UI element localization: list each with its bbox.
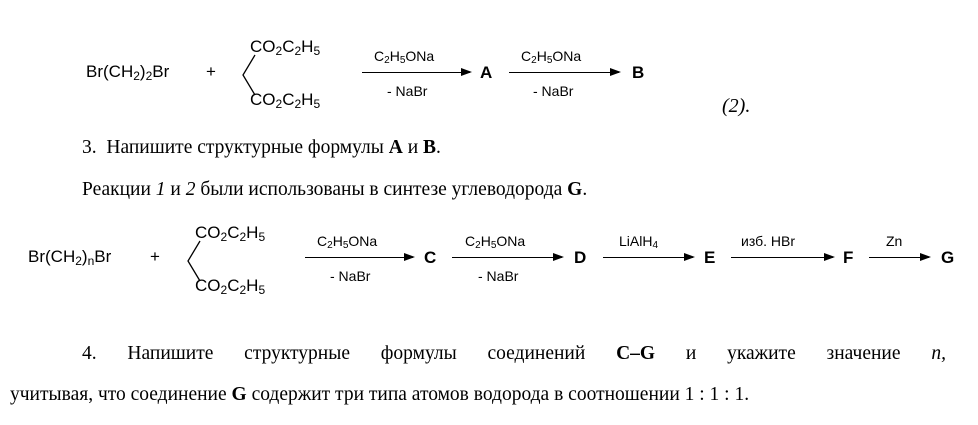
question-4-line-2: [10, 384, 749, 406]
synthesis-intro: [82, 179, 587, 201]
ester-top: $CO_2C_2H_5$: [195, 223, 266, 244]
plus-sign: +: [206, 62, 216, 81]
question-word: структурные: [244, 343, 351, 364]
compound-ref-g: G: [231, 384, 247, 405]
question-word: соединений: [487, 343, 586, 364]
compound-ref-a: A: [388, 137, 403, 158]
conjunction: и: [170, 179, 181, 200]
arrow-1: [362, 72, 470, 73]
reagent-zinc: Zn: [886, 233, 903, 249]
equation-number: (2).: [722, 95, 751, 117]
question-text: Напишите структурные формулы: [106, 137, 384, 158]
reactant-dibromoalkane: $Br(CH_2)_nBr$: [28, 247, 112, 268]
question-word: и: [685, 343, 697, 364]
compound-g: G: [941, 248, 955, 267]
arrow-2: [452, 257, 562, 258]
question-4-line-1: [82, 343, 946, 365]
question-word: Напишите: [127, 343, 214, 364]
byproduct-nabr: - NaBr: [478, 268, 519, 284]
ester-top: $CO_2C_2H_5$: [250, 37, 321, 58]
reagent-lialh4: LiAlH$_4$: [619, 233, 659, 251]
compound-f: F: [843, 248, 854, 267]
arrow-5: [869, 257, 929, 258]
question-word: укажите: [727, 343, 796, 364]
byproduct-nabr: - NaBr: [533, 83, 574, 99]
reagent-excess-hbr: изб. HBr: [741, 233, 795, 249]
question-number: 3.: [82, 137, 97, 158]
ester-bottom: $CO_2C_2H_5$: [195, 276, 266, 297]
reactant-dibromoethane: $Br(CH_2)_2Br$: [86, 62, 170, 83]
compound-d: D: [574, 248, 587, 267]
reagent-sodium-ethoxide: $C_2H_5ONa$: [465, 233, 526, 251]
ester-bottom: $CO_2C_2H_5$: [250, 90, 321, 111]
question-word: формулы: [380, 343, 457, 364]
intro-text: Реакции: [82, 179, 151, 200]
compound-ref-g: G: [567, 179, 583, 200]
arrow-2: [509, 72, 619, 73]
arrow-3: [603, 257, 693, 258]
arrow-4: [731, 257, 833, 258]
period: .: [436, 137, 441, 158]
arrow-1: [305, 257, 413, 258]
reagent-sodium-ethoxide: $C_2H_5ONa$: [317, 233, 378, 251]
reagent-sodium-ethoxide: $C_2H_5ONa$: [374, 48, 435, 66]
reaction-ref-1: 1: [155, 179, 166, 200]
byproduct-nabr: - NaBr: [330, 268, 371, 284]
compound-c: C: [424, 248, 437, 267]
question-3: [82, 137, 441, 159]
variable-n: n,: [931, 343, 946, 364]
compound-b: B: [632, 63, 645, 82]
question-text: учитывая, что соединение: [10, 384, 227, 405]
intro-text-2: были использованы в синтезе углеводорода: [200, 179, 563, 200]
conjunction: и: [407, 137, 419, 158]
period: .: [582, 179, 588, 200]
question-text: содержит три типа атомов водорода в соотношении 1 : 1 : 1.: [251, 384, 750, 405]
compound-e: E: [704, 248, 716, 267]
compound-a: A: [480, 63, 493, 82]
question-number: 4.: [82, 343, 97, 364]
compound-range: C–G: [616, 343, 656, 364]
compound-ref-b: B: [423, 137, 437, 158]
plus-sign: +: [150, 247, 160, 266]
reaction-ref-2: 2: [185, 179, 196, 200]
byproduct-nabr: - NaBr: [387, 83, 428, 99]
reagent-sodium-ethoxide: $C_2H_5ONa$: [521, 48, 582, 66]
question-word: значение: [826, 343, 901, 364]
